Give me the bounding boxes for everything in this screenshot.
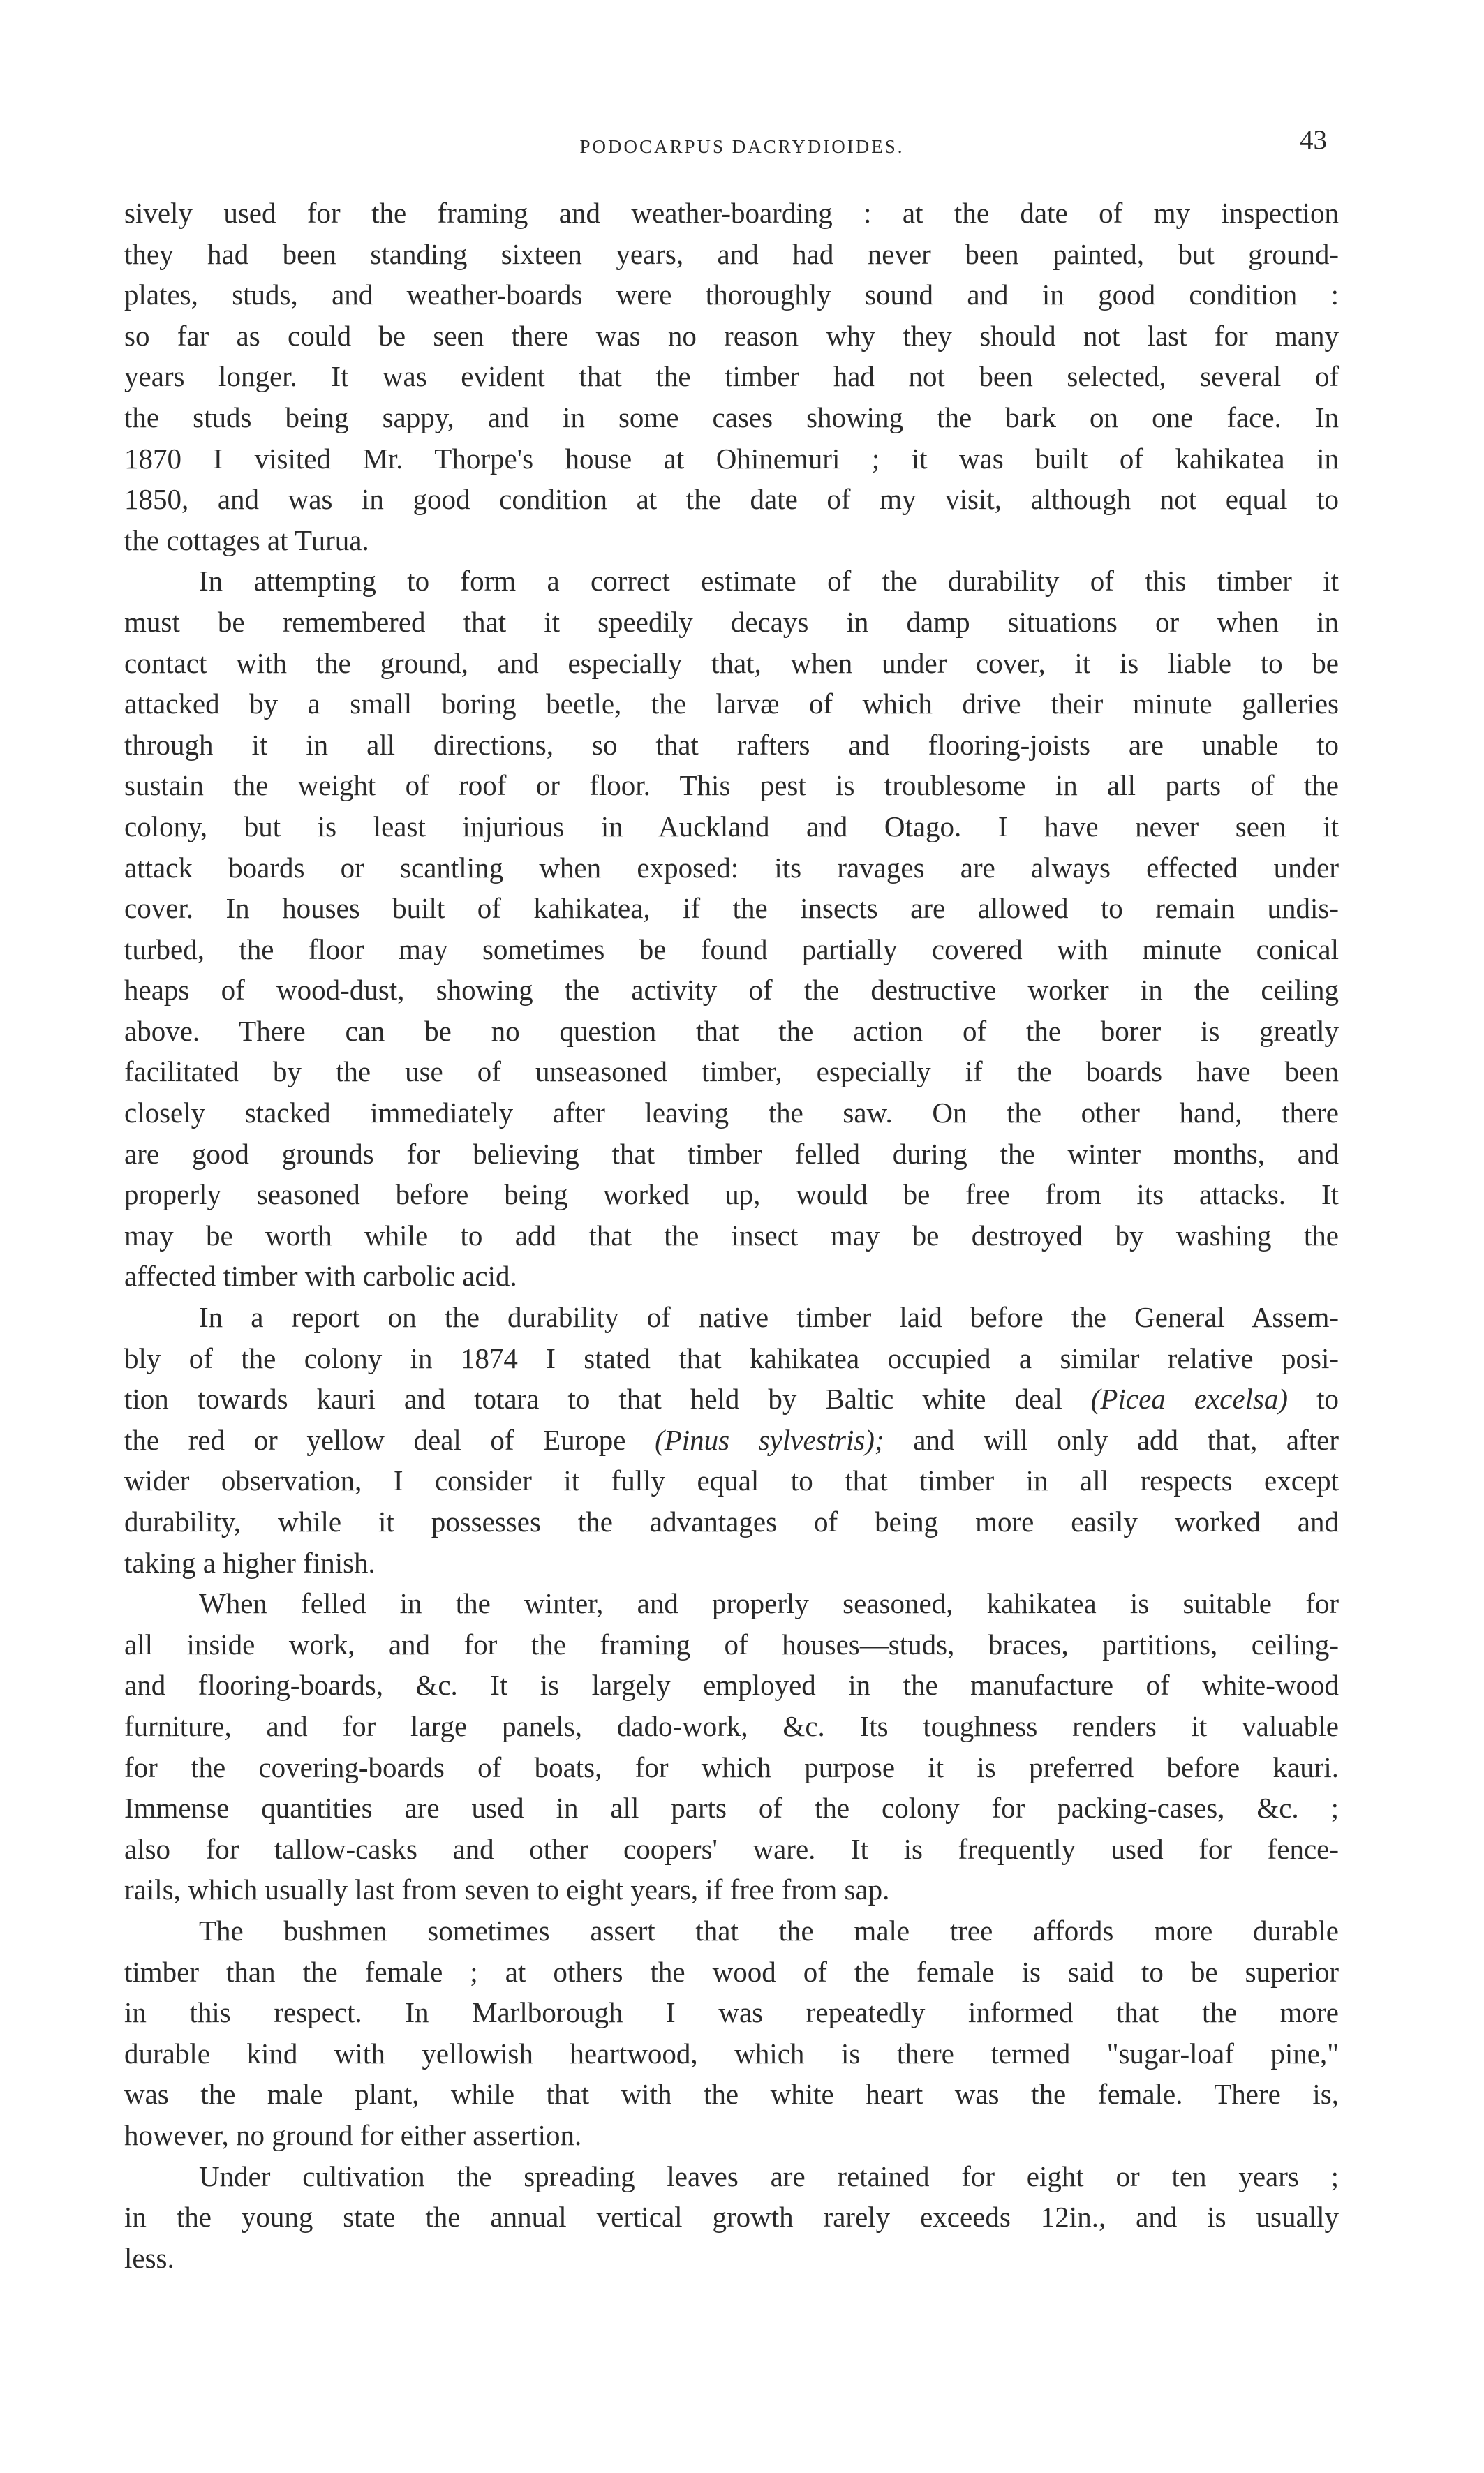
text-line: also for tallow-casks and other coopers' ware. It is frequently used for fence- <box>124 1832 1339 1865</box>
text-line: In a report on the durability of native timber laid before the General Assem- <box>199 1301 1339 1334</box>
text-line: years longer. It was evident that the timber had not been selected, several of <box>124 360 1339 393</box>
running-title: PODOCARPUS DACRYDIOIDES. <box>579 136 905 157</box>
text-line: less. <box>124 2241 175 2274</box>
text-line: the studs being sappy, and in some cases showing the bark on one face. In <box>124 401 1339 433</box>
paragraph-3 <box>124 1297 1339 1583</box>
text-segment: and will only add that, after <box>913 1423 1340 1456</box>
paragraph-5 <box>124 1910 1339 2156</box>
paragraph-6 <box>124 2156 1339 2279</box>
text-line: 1850, and was in good condition at the date of my visit, although not equal to <box>124 483 1339 516</box>
text-line: however, no ground for either assertion. <box>124 2118 582 2151</box>
text-line: in the young state the annual vertical growth rarely exceeds 12in., and is usually <box>124 2201 1339 2234</box>
text-segment: tion towards kauri and totara to that held by Baltic white deal <box>124 1383 1062 1416</box>
species-name-pinus: (Pinus sylvestris); <box>655 1423 884 1456</box>
text-line: are good grounds for believing that timber felled during the winter months, and <box>124 1137 1339 1170</box>
text-line: taking a higher finish. <box>124 1546 376 1579</box>
text-line: contact with the ground, and especially that, when under cover, it is liable to be <box>124 646 1339 679</box>
text-line: may be worth while to add that the insect may be destroyed by washing the <box>124 1219 1339 1252</box>
species-name-picea: (Picea excelsa) <box>1090 1383 1289 1416</box>
text-line: in this respect. In Marlborough I was repeatedly informed that the more <box>124 1996 1339 2029</box>
text-line: furniture, and for large panels, dado-work, &c. Its toughness renders it valuable <box>124 1709 1339 1742</box>
text-line: properly seasoned before being worked up, would be free from its attacks. It <box>124 1178 1339 1211</box>
text-segment: to <box>1316 1383 1339 1416</box>
body-text <box>124 193 1339 2278</box>
text-line: affected timber with carbolic acid. <box>124 1260 517 1293</box>
paragraph-2 <box>124 560 1339 1297</box>
text-line: The bushmen sometimes assert that the male tree affords more durable <box>199 1914 1339 1947</box>
text-line: plates, studs, and weather-boards were thoroughly sound and in good condition : <box>124 279 1339 311</box>
text-line: for the covering-boards of boats, for which purpose it is preferred before kauri. <box>124 1751 1339 1783</box>
text-line: When felled in the winter, and properly seasoned, kahikatea is suitable for <box>199 1587 1339 1620</box>
text-line: facilitated by the use of unseasoned timber, especially if the boards have been <box>124 1055 1339 1088</box>
text-line: colony, but is least injurious in Auckland and Otago. I have never seen it <box>124 810 1339 842</box>
text-segment: the red or yellow deal of Europe <box>124 1423 626 1456</box>
text-line: attack boards or scantling when exposed: its ravages are always effected under <box>124 851 1339 884</box>
text-line: bly of the colony in 1874 I stated that kahikatea occupied a similar relative posi- <box>124 1342 1339 1374</box>
text-line: the cottages at Turua. <box>124 523 369 556</box>
paragraph-4 <box>124 1583 1339 1910</box>
text-line: cover. In houses built of kahikatea, if the insects are allowed to remain undis- <box>124 892 1339 925</box>
paragraph-1 <box>124 193 1339 560</box>
text-line: durable kind with yellowish heartwood, which is there termed "sugar-loaf pine," <box>124 2037 1339 2070</box>
text-line: timber than the female ; at others the wood of the female is said to be superior <box>124 1955 1339 1988</box>
text-line <box>124 1379 1339 1420</box>
text-line: all inside work, and for the framing of houses—studs, braces, partitions, ceiling- <box>124 1628 1339 1661</box>
text-line: closely stacked immediately after leaving the saw. On the other hand, there <box>124 1097 1339 1129</box>
text-line: was the male plant, while that with the white heart was the female. There is, <box>124 2078 1339 2111</box>
text-line: so far as could be seen there was no reason why they should not last for many <box>124 319 1339 352</box>
text-line <box>124 1420 1339 1461</box>
page-number: 43 <box>1300 125 1327 155</box>
text-line: 1870 I visited Mr. Thorpe's house at Ohinemuri ; it was built of kahikatea in <box>124 442 1339 475</box>
text-line: wider observation, I consider it fully equal to that timber in all respects except <box>124 1464 1339 1497</box>
text-line: turbed, the floor may sometimes be found partially covered with minute conical <box>124 933 1339 965</box>
text-line: sively used for the framing and weather-boarding : at the date of my inspection <box>124 197 1339 229</box>
text-line: through it in all directions, so that rafters and flooring-joists are unable to <box>124 728 1339 761</box>
text-line: heaps of wood-dust, showing the activity of the destructive worker in the ceiling <box>124 974 1339 1007</box>
text-line: they had been standing sixteen years, and had never been painted, but ground- <box>124 237 1339 270</box>
text-line: attacked by a small boring beetle, the larvæ of which drive their minute galleries <box>124 688 1339 720</box>
text-line: Under cultivation the spreading leaves are retained for eight or ten years ; <box>199 2160 1339 2192</box>
text-line: In attempting to form a correct estimate of the durability of this timber it <box>199 565 1339 597</box>
text-line: Immense quantities are used in all parts of the colony for packing-cases, &c. ; <box>124 1792 1339 1825</box>
text-line: sustain the weight of roof or floor. This pest is troublesome in all parts of the <box>124 769 1339 802</box>
text-line: must be remembered that it speedily decays in damp situations or when in <box>124 605 1339 638</box>
text-line: durability, while it possesses the advantages of being more easily worked and <box>124 1506 1339 1538</box>
text-line: rails, which usually last from seven to eight years, if free from sap. <box>124 1873 890 1906</box>
text-line: above. There can be no question that the action of the borer is greatly <box>124 1014 1339 1047</box>
text-line: and flooring-boards, &c. It is largely employed in the manufacture of white-wood <box>124 1669 1339 1702</box>
